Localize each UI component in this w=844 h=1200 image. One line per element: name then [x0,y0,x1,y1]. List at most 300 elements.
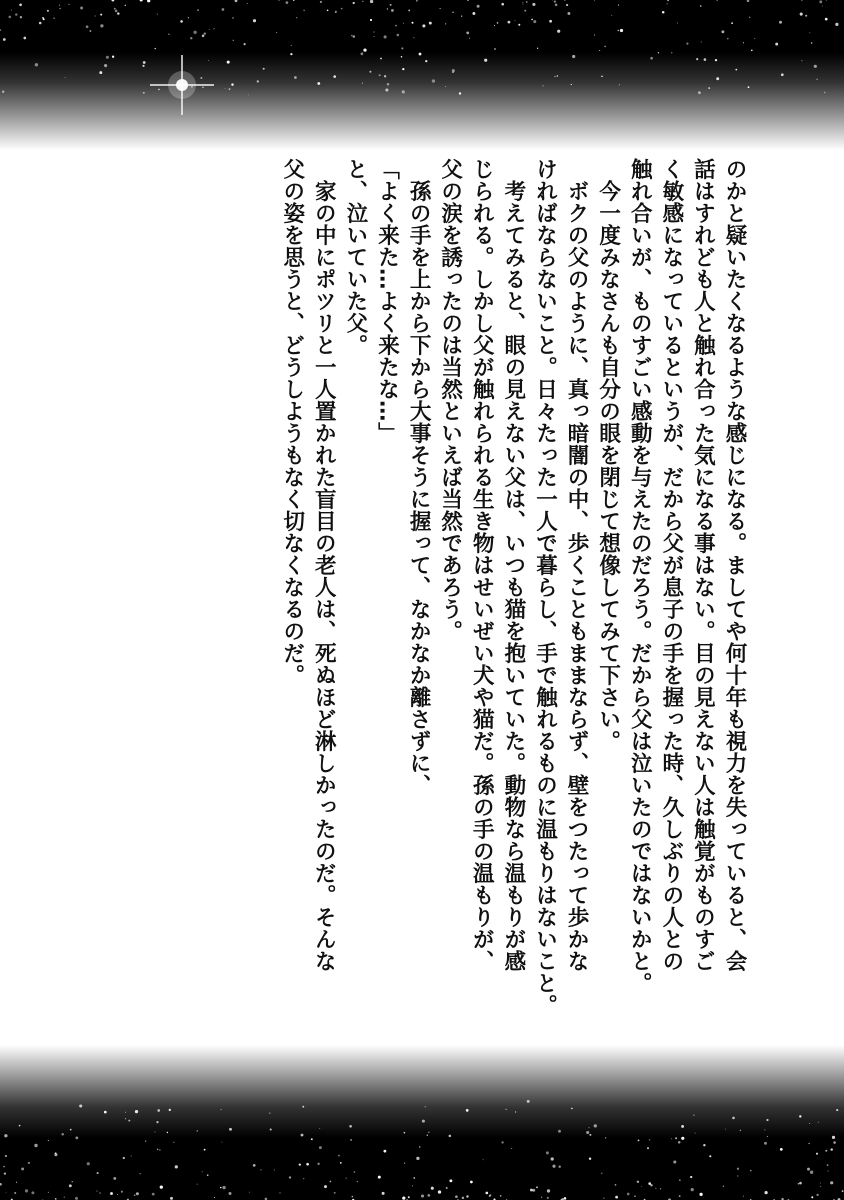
star [408,1196,410,1198]
star [286,1,289,4]
star [202,35,205,38]
star [551,1157,554,1160]
star [369,71,371,73]
star [667,3,668,4]
star [650,57,653,60]
starry-sky-top [0,0,844,150]
star [233,40,234,41]
star [801,60,802,61]
star [693,1115,694,1116]
star [160,1185,163,1188]
star [527,1100,530,1103]
star [638,1140,640,1142]
star [23,37,26,40]
star [140,1173,141,1174]
star [117,12,119,14]
star [594,0,595,1]
star [690,1176,692,1178]
star [167,1132,168,1133]
star [204,1149,206,1151]
star [72,1181,73,1182]
star [764,1191,767,1194]
star [557,75,558,76]
star [349,1125,352,1128]
star [290,53,292,55]
star [249,1192,250,1193]
star [135,1110,138,1113]
star [274,1169,275,1170]
star [735,69,737,71]
star [334,1192,336,1194]
star [75,1197,78,1200]
star [799,1182,802,1185]
star [547,1189,550,1192]
star [522,4,523,5]
star [446,1187,448,1189]
star [459,92,461,94]
star [96,1191,97,1192]
star [387,8,388,9]
star [117,1194,118,1195]
starry-sky-bottom [0,1045,844,1200]
star [306,1163,309,1166]
star [649,1139,651,1141]
star [363,48,366,51]
star [589,1158,591,1160]
star [60,8,61,9]
star [110,1192,113,1195]
star [518,24,520,26]
star [380,58,382,60]
star [501,3,504,6]
star [696,58,698,60]
star [99,1192,101,1194]
star [764,1129,765,1130]
star [15,13,17,15]
star [594,1124,597,1127]
star [655,1188,656,1189]
star [404,1132,406,1134]
star [227,61,230,64]
star [555,4,558,7]
star [48,1140,49,1141]
star [524,10,526,12]
star [173,1142,174,1143]
star [567,12,570,15]
star [811,1196,813,1198]
star [59,5,60,6]
star [20,16,22,18]
star [779,21,782,24]
star [571,1108,573,1110]
star [703,1144,705,1146]
star [737,1168,739,1170]
star [80,7,83,10]
star [3,1166,5,1168]
star [16,1182,17,1183]
star [384,75,386,77]
star [243,43,245,45]
star [112,56,114,58]
star [691,1188,694,1191]
star [0,29,1,31]
star [374,36,375,37]
star [647,1147,649,1149]
star [648,1182,651,1185]
text-line: く敏感になっているというが、だから父が息子の手を握った時、久しぶりの人との [658,158,684,972]
star [615,1196,618,1199]
star [658,52,659,53]
star [809,32,810,33]
star [798,1183,800,1185]
star [402,1197,405,1200]
star [618,5,619,6]
star [698,91,701,94]
star [532,1189,535,1192]
star [469,38,470,39]
star [472,12,475,15]
star [537,48,538,49]
star [781,73,784,76]
star [805,15,807,17]
star [675,1137,677,1139]
star [6,1192,7,1193]
star [671,52,672,53]
star [429,22,432,25]
text-line: と、泣いていた父。 [342,158,368,356]
star [497,22,499,24]
star [827,1164,829,1166]
star [357,1181,358,1182]
text-line: 孫の手を上から下から大事そうに握って、なかなか離さずに、 [406,158,432,796]
star [156,1121,158,1123]
star [4,1134,7,1137]
star [157,14,158,15]
star [263,68,265,70]
star [704,58,707,61]
star [209,29,210,30]
star [175,1165,178,1168]
text-line: 家の中にポツリと一人置かれた盲目の老人は、死ぬほど淋しかったのだ。そんな [311,158,337,972]
star [800,13,803,16]
star [21,1167,24,1170]
star [374,32,375,33]
star [589,1134,591,1136]
star [114,8,116,10]
star [554,1,556,3]
star [754,38,755,39]
star [549,20,552,23]
star [780,1148,783,1151]
star [677,22,678,23]
star [506,1109,507,1110]
star [620,29,623,32]
star [566,4,568,6]
star [605,1137,606,1138]
star [485,1192,488,1195]
star [541,1197,542,1198]
star [225,88,226,89]
star [125,1112,126,1113]
star [401,56,403,58]
star [136,1192,139,1195]
star [452,11,454,13]
star [634,1196,635,1197]
star [413,37,414,38]
star [395,25,397,27]
star [431,1187,434,1190]
star [731,22,733,24]
star [2,90,4,92]
star [530,1189,533,1192]
star [700,5,702,7]
star [384,35,387,38]
star [671,1138,672,1139]
star [421,1194,424,1197]
star [235,0,238,2]
star [601,75,603,77]
star [667,0,669,1]
star [522,2,523,3]
star [279,0,280,1]
star [5,1155,7,1157]
star [19,1125,21,1127]
star [353,2,355,4]
star [830,1181,833,1184]
star [220,1187,221,1188]
star [345,1177,346,1178]
star [317,82,320,85]
star [86,25,89,28]
star [811,42,813,44]
star [619,84,620,85]
star [208,60,209,61]
star [401,47,403,49]
star [721,30,724,33]
star [291,45,292,46]
star [708,87,710,89]
star [500,1195,501,1196]
star [248,94,249,95]
star [678,1141,681,1144]
star [508,21,511,24]
star [53,18,54,19]
star [391,9,394,12]
star [100,24,103,27]
star [11,9,12,10]
star [370,0,373,3]
star [411,22,413,24]
star [362,83,363,84]
star [42,17,44,19]
star [627,1193,630,1196]
star [637,1181,639,1183]
star [317,1163,319,1165]
star [462,1197,464,1199]
text-line: 話はすれども人と触れ合った気になる事はない。目の見えない人は触覚がものすご [690,158,716,972]
star [828,1170,829,1171]
star [75,1137,78,1140]
star [547,1197,549,1199]
star [832,1136,835,1139]
star [253,1164,256,1167]
star [402,68,404,70]
star [455,1195,458,1198]
star [681,1137,684,1140]
star [413,1177,415,1179]
star [425,60,427,62]
star [202,87,203,88]
star [836,1109,838,1111]
star [204,32,206,34]
star [253,19,256,22]
star [180,20,183,23]
star [594,34,595,35]
star [213,28,214,29]
star [603,1198,604,1199]
star [28,1162,30,1164]
star [351,35,352,36]
star [515,1111,516,1112]
star [387,83,390,86]
star [404,1163,405,1164]
star [303,1178,304,1179]
star [333,75,336,78]
star [232,17,234,19]
star [361,52,364,55]
star [557,30,560,33]
star [842,1190,844,1192]
star [35,63,38,66]
star [159,1149,160,1150]
star [558,1130,561,1133]
star [552,1165,555,1168]
star [95,15,96,16]
star [247,3,248,4]
star [599,50,600,51]
star [514,20,515,21]
star [276,32,277,33]
star [543,85,544,86]
star [134,1194,136,1196]
star [818,1122,819,1123]
star [193,31,196,34]
star [412,1185,413,1186]
star [489,1195,491,1197]
star [231,83,233,85]
star [202,1171,203,1172]
star [501,1141,503,1143]
star [494,25,495,26]
star [115,10,118,13]
star [564,0,565,1]
star [197,1130,198,1131]
star [68,4,69,5]
star [641,1186,642,1187]
text-line: ボクの父のように、真っ暗闇の中、歩くこともままならず、壁をつたって歩かな [564,158,590,972]
star [207,1174,209,1176]
star [229,1192,232,1195]
star [743,1196,744,1197]
star [808,1143,809,1144]
star [419,53,422,56]
star [408,9,410,11]
star [440,8,441,9]
star [679,1195,681,1197]
star [526,1,528,3]
star [461,16,462,17]
star [546,1151,549,1154]
star [747,0,750,2]
star [257,80,259,82]
star [717,0,718,1]
star [814,65,817,68]
star [572,55,575,58]
star [822,5,823,6]
star [222,8,225,11]
star [147,0,150,2]
star [352,1196,354,1198]
stars-top [0,0,844,150]
star [169,1109,171,1111]
star [825,1150,827,1152]
star [825,18,828,21]
star [422,24,425,27]
star [403,23,404,24]
star [168,33,170,35]
star [766,1119,768,1121]
star [89,30,91,32]
star [100,14,102,16]
star [466,1109,469,1112]
star [484,59,487,62]
star [354,1171,356,1173]
star [289,1176,291,1178]
star [214,1197,215,1198]
star [824,92,825,93]
star [564,1197,567,1200]
star [810,1171,813,1174]
star [123,1157,125,1159]
star [709,1155,711,1157]
star [39,22,42,25]
star [370,19,372,21]
star [402,90,405,93]
star [385,88,388,91]
star [188,17,189,18]
star [425,1106,426,1107]
star [511,1148,512,1149]
star [191,86,193,88]
star [382,1192,385,1195]
star [128,1120,130,1122]
star [679,1179,680,1180]
star [449,1135,452,1138]
star [220,1109,221,1110]
star [432,79,435,82]
text-line: 父の姿を思うと、どうしようもなく切なくなるのだ。 [279,158,305,686]
star [106,56,109,59]
star [807,1168,810,1171]
star [330,1181,332,1183]
star [601,1173,602,1174]
star [390,4,392,6]
star [170,1197,173,1200]
star [799,1115,801,1117]
star [97,1172,99,1174]
star [70,1129,72,1131]
star [554,76,555,77]
